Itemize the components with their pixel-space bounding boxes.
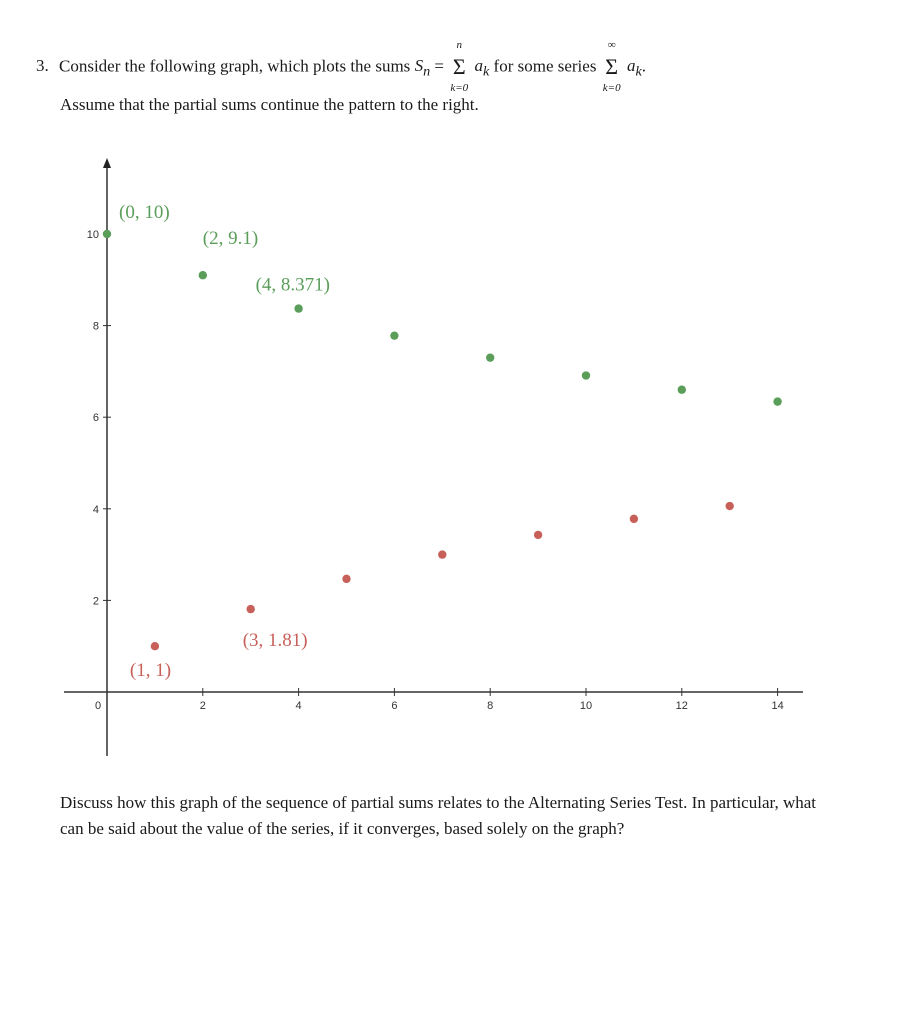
chart-ticks — [87, 229, 784, 712]
data-point-even — [390, 331, 398, 339]
x-tick-label: 14 — [771, 700, 784, 712]
chart-points — [103, 230, 782, 651]
x-tick-label: 10 — [579, 700, 593, 712]
point-annotation: (3, 1.81) — [242, 630, 308, 652]
ak-letter: a — [626, 56, 636, 76]
data-point-even — [294, 304, 302, 312]
chart-axes — [64, 158, 803, 756]
sum-1-lower: k=0 — [450, 82, 469, 94]
ak-subscript: k — [635, 63, 642, 80]
y-tick-label: 10 — [86, 229, 99, 241]
data-point-odd — [534, 531, 542, 539]
question-text-middle: for some series — [493, 56, 597, 76]
x-tick-label: 2 — [199, 700, 206, 712]
data-point-even — [678, 386, 686, 394]
y-axis-arrow-icon — [103, 158, 111, 168]
data-point-odd — [247, 605, 255, 613]
sn-subscript: n — [423, 63, 431, 80]
question-number: 3. — [36, 56, 49, 76]
point-annotation: (2, 9.1) — [202, 228, 259, 250]
data-point-even — [486, 353, 494, 361]
x-tick-label: 12 — [675, 700, 688, 712]
x-tick-label: 8 — [487, 700, 494, 712]
data-point-even — [773, 397, 781, 405]
data-point-odd — [630, 515, 638, 523]
point-annotation: (0, 10) — [119, 202, 170, 223]
sum-2-upper: ∞ — [607, 39, 616, 51]
y-tick-label: 8 — [92, 320, 99, 333]
point-annotation: (4, 8.371) — [255, 274, 331, 296]
question-line-1: 3. Consider the following graph, which plots the sums $S_n$ = n Σ k=0 $a_k$ for some series ∞ Σ k=0 $a_k$. — [36, 39, 646, 94]
x-tick-label: 4 — [295, 700, 302, 712]
discussion-prompt: Discuss how this graph of the sequence of partial sums relates to the Alternating Series Test. In particular, what can be said about the value of the series, if it converges, based solely on the graph? — [60, 793, 817, 838]
sn-letter: S — [414, 56, 424, 76]
sum-1-upper: n — [456, 39, 462, 51]
x-tick-label: 0 — [94, 700, 102, 712]
ak-subscript: k — [482, 63, 490, 80]
x-tick-label: 6 — [391, 700, 398, 712]
sum-2-lower: k=0 — [602, 82, 621, 94]
data-point-odd — [438, 550, 446, 558]
data-point-even — [199, 271, 207, 279]
chart-annotations — [119, 202, 330, 681]
data-point-odd — [342, 575, 350, 583]
sigma-icon: Σ — [605, 54, 619, 79]
data-point-even — [582, 371, 590, 379]
equals-sign: = — [434, 56, 444, 76]
question-line-2: Assume that the partial sums continue the pattern to the right. — [60, 95, 479, 114]
y-tick-label: 4 — [92, 503, 99, 516]
y-tick-label: 2 — [92, 595, 99, 608]
sigma-icon: Σ — [452, 54, 466, 79]
data-point-even — [103, 230, 111, 238]
data-point-odd — [151, 642, 159, 650]
question-text-before: Consider the following graph, which plots the sums — [59, 56, 411, 76]
ak-letter: a — [474, 56, 483, 76]
data-point-odd — [726, 502, 734, 510]
point-annotation: (1, 1) — [129, 660, 172, 682]
y-tick-label: 6 — [92, 412, 99, 425]
